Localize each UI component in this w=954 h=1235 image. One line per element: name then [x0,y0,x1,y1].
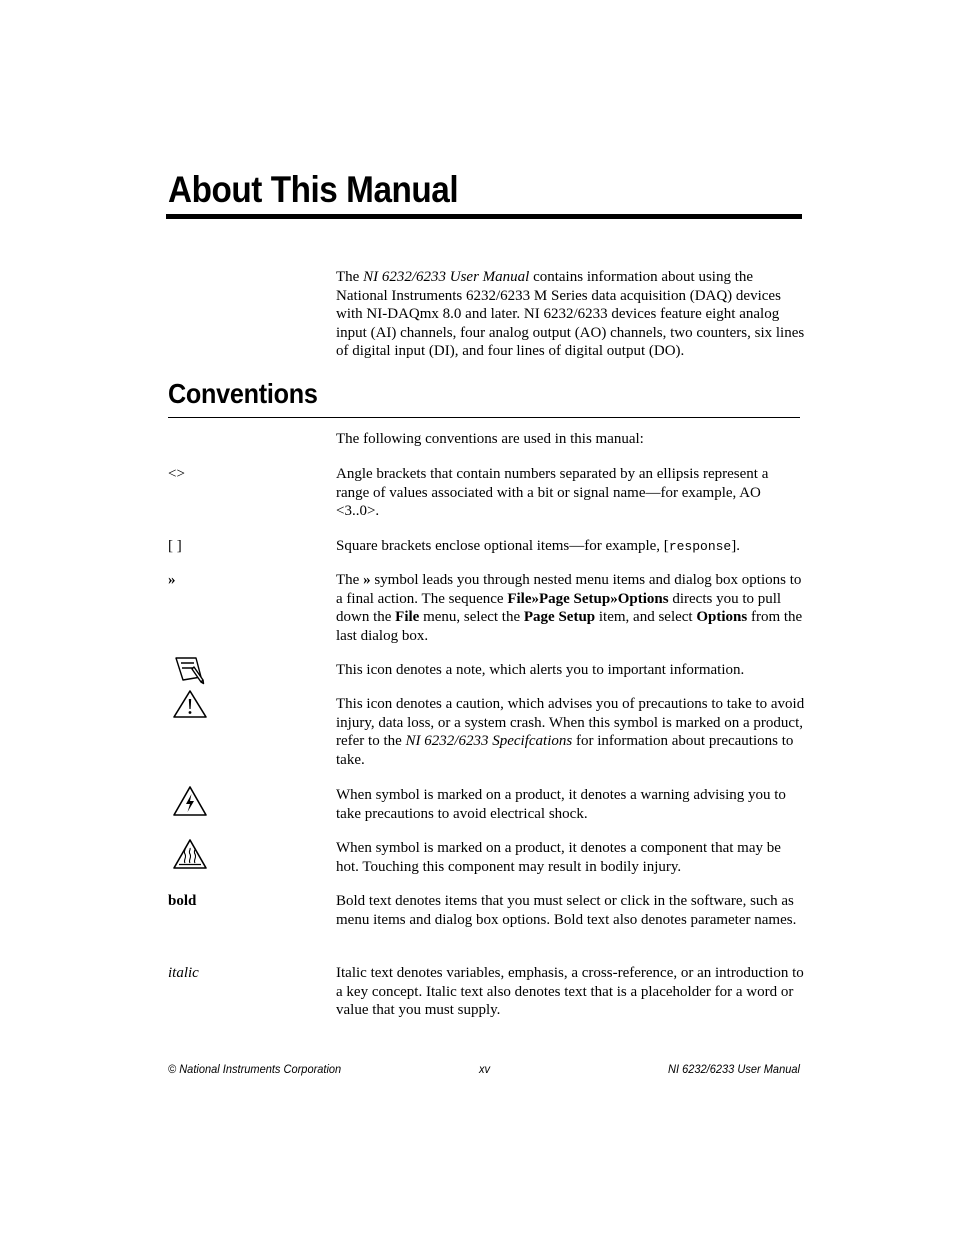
convention-desc-square-brackets [336,537,806,557]
convention-term-italic: italic [168,965,199,981]
section-rule [168,417,800,418]
square-text-end: ]. [731,538,740,554]
convention-desc-shock: When symbol is marked on a product, it denotes a warning advising you to take precautions to avoid electrical shock. [336,787,786,822]
menu-text-6: from the last dialog box. [336,609,803,644]
footer-manual-title: NI 6232/6233 User Manual [668,1062,800,1076]
convention-desc-note: This icon denotes a note, which alerts you to important information. [336,662,745,678]
hot-surface-icon [172,838,208,870]
menu-options: Options [696,609,748,626]
intro-paragraph [336,268,806,361]
menu-page-setup: Page Setup [523,609,596,626]
code-response: response [668,539,732,554]
menu-text-3: directs you to pull down the [336,590,782,626]
convention-term-bold: bold [168,893,197,909]
menu-text-5: item, and select [595,609,697,626]
convention-term-menu-symbol: » [168,572,176,588]
menu-text-1: The [336,572,364,588]
intro-text-continued: contains information about using the National Instruments 6232/6233 M Series data acquisition (DAQ) devices with NI-DAQmx 8.0 and later. NI 6232/6233 devices feature eight analog input (AI) channels, four analog output (AO) channels, two counters, six lines of digital input (DI), and four lines of digital output (DO). [336,269,805,360]
page-title: About This Manual [168,169,459,210]
convention-desc-italic: Italic text denotes variables, emphasis, a cross-reference, or an introduction to a key concept. Italic text also denotes text that is a placeholder for a word or value that you must supply. [336,965,804,1019]
intro-text: The [336,269,364,285]
caution-icon [172,689,208,719]
note-icon [172,655,206,685]
caution-text-1: This icon denotes a caution, which advises you of precautions to take to avoid injury, data loss, or a system crash. When this symbol is marked on a product, refer to the [336,696,805,750]
menu-text-2: symbol leads you through nested menu items and dialog box options to a final action. The sequence [336,572,802,607]
caution-text-2: for information about precautions to take. [336,733,794,768]
convention-desc-menu-symbol [336,571,806,645]
convention-term-square-brackets: [ ] [168,538,182,554]
caution-spec-ref: NI 6232/6233 Specifcations [405,733,573,750]
convention-desc-angle-brackets: Angle brackets that contain numbers separated by an ellipsis represent a range of values associated with a bit or signal name—for example, AO <3..0>. [336,466,769,520]
menu-symbol: » [363,572,371,588]
square-text: Square brackets enclose optional items—for example, [ [336,538,669,554]
convention-desc-caution [336,695,806,769]
menu-sequence: File»Page Setup»Options [507,590,669,607]
footer-page-number: xv [479,1062,491,1076]
title-rule [166,214,802,219]
electrical-shock-icon [172,785,208,817]
section-heading-conventions: Conventions [168,378,318,409]
manual-name: NI 6232/6233 User Manual [363,269,530,285]
menu-file: File [395,609,420,626]
convention-term-angle-brackets: <> [168,466,185,482]
convention-desc-bold: Bold text denotes items that you must select or click in the software, such as menu items and dialog box options. Bold text also denotes parameter names. [336,893,797,928]
conventions-lead: The following conventions are used in this manual: [336,431,644,447]
menu-text-4: menu, select the [419,609,524,626]
footer-copyright: © National Instruments Corporation [168,1062,342,1076]
convention-desc-hot: When symbol is marked on a product, it denotes a component that may be hot. Touching this component may result in bodily injury. [336,840,781,875]
